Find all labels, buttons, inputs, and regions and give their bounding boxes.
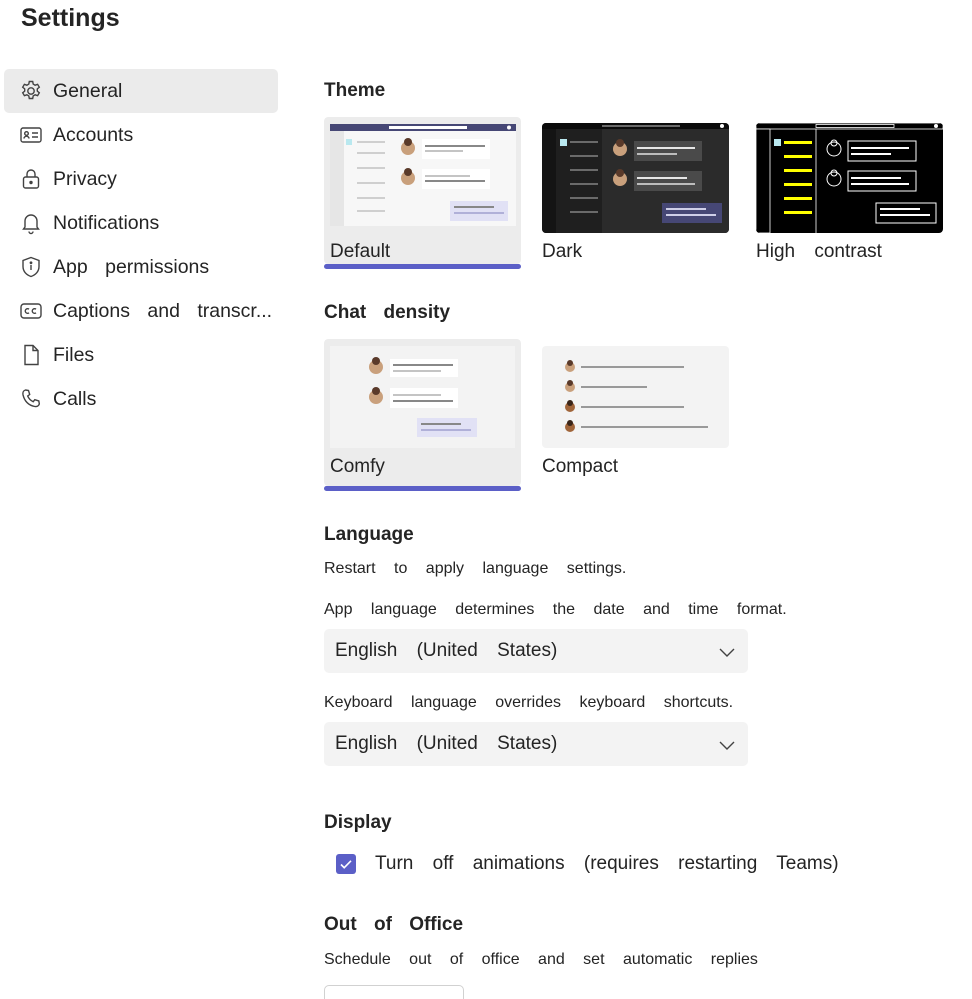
bell-icon (19, 211, 43, 235)
sidebar-item-privacy[interactable] (4, 157, 278, 201)
sidebar-item-label: Accounts (53, 123, 134, 146)
theme-dark-label: Dark (542, 241, 583, 262)
out-of-office-description: Schedule out of office and set automatic replies (324, 951, 758, 968)
file-icon (19, 343, 43, 367)
keyboard-language-value: English (United States) (335, 733, 558, 754)
animations-label[interactable]: Turn off animations (requires restarting Teams) (375, 853, 839, 874)
sidebar-item-app-permissions[interactable] (4, 245, 278, 289)
density-option-comfy[interactable] (324, 339, 521, 492)
sidebar-item-accounts[interactable] (4, 113, 278, 157)
sidebar-item-label: Captions and transcr... (53, 299, 273, 322)
selected-indicator (324, 264, 521, 269)
language-heading: Language (324, 524, 414, 545)
schedule-button[interactable] (324, 985, 464, 999)
sidebar-item-label: Notifications (53, 211, 160, 234)
sidebar-item-calls[interactable] (4, 377, 278, 421)
app-language-select[interactable] (324, 629, 748, 673)
sidebar-item-label: General (53, 79, 123, 102)
density-option-compact[interactable] (542, 339, 739, 492)
sidebar-item-label: Privacy (53, 167, 117, 190)
page-title: Settings (21, 4, 120, 32)
out-of-office-heading: Out of Office (324, 914, 464, 935)
sidebar-item-label: App permissions (53, 255, 210, 278)
sidebar-item-captions-and-transcripts[interactable] (4, 289, 278, 333)
animations-checkbox[interactable] (336, 854, 356, 874)
id-card-icon (19, 123, 43, 147)
theme-option-high-contrast[interactable] (756, 117, 953, 270)
compact-density-preview-icon (542, 346, 729, 448)
theme-heading: Theme (324, 80, 386, 101)
theme-option-dark[interactable] (542, 117, 739, 270)
keyboard-language-note: Keyboard language overrides keyboard shortcuts. (324, 694, 734, 711)
sidebar-item-label: Files (53, 343, 95, 366)
sidebar-item-files[interactable] (4, 333, 278, 377)
checkmark-icon (336, 854, 356, 874)
settings-sidebar (4, 69, 278, 421)
chat-density-heading: Chat density (324, 302, 451, 323)
sidebar-item-label: Calls (53, 387, 97, 410)
closed-captions-icon (19, 299, 43, 323)
lock-icon (19, 167, 43, 191)
theme-high-contrast-label: High contrast (756, 241, 882, 262)
dark-theme-preview-icon (542, 123, 729, 233)
phone-icon (19, 387, 43, 411)
language-restart-note: Restart to apply language settings. (324, 560, 627, 577)
sidebar-item-general[interactable] (4, 69, 278, 113)
app-language-note: App language determines the date and time format. (324, 601, 787, 618)
app-language-value: English (United States) (335, 640, 558, 661)
display-heading: Display (324, 812, 392, 833)
gear-icon (19, 79, 43, 103)
density-compact-label: Compact (542, 456, 619, 477)
selected-indicator (324, 486, 521, 491)
shield-icon (19, 255, 43, 279)
sidebar-item-notifications[interactable] (4, 201, 278, 245)
density-comfy-label: Comfy (330, 456, 385, 477)
high-contrast-theme-preview-icon (756, 123, 943, 233)
theme-option-default[interactable] (324, 117, 521, 270)
chevron-down-icon (718, 643, 736, 661)
chevron-down-icon (718, 736, 736, 754)
theme-default-label: Default (330, 241, 391, 262)
keyboard-language-select[interactable] (324, 722, 748, 766)
